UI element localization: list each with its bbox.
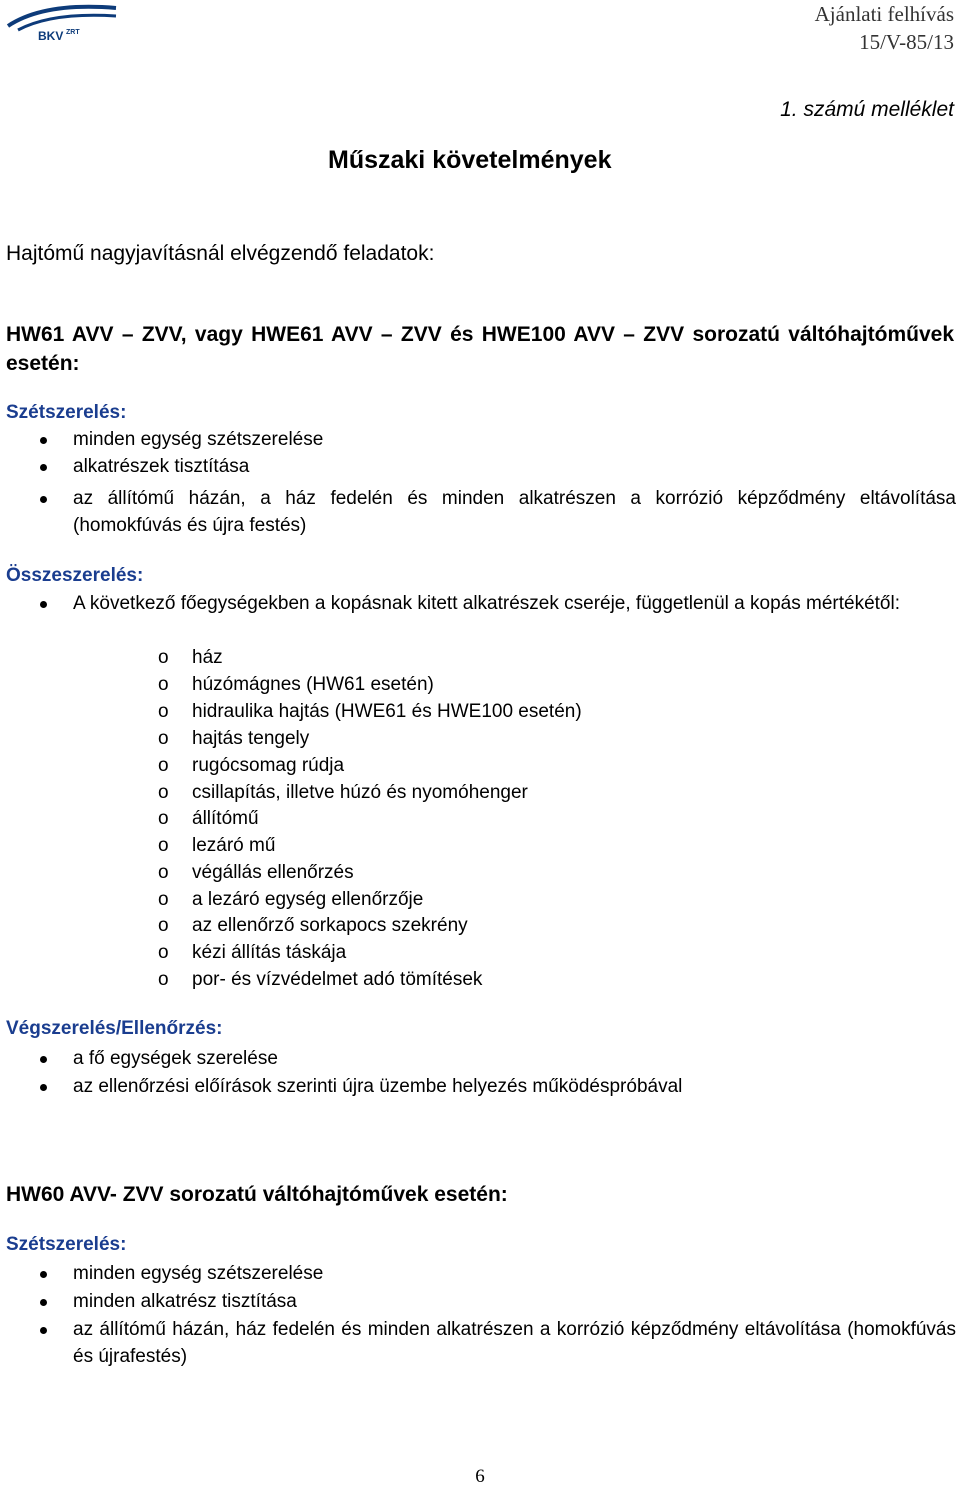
sub-list-item: o végállás ellenőrzés bbox=[158, 862, 354, 883]
annex-label: 1. számú melléklet bbox=[780, 98, 954, 121]
section1-final-label: Végszerelés/Ellenőrzés: bbox=[6, 1018, 223, 1039]
sub-list-item: o hajtás tengely bbox=[158, 728, 310, 749]
section1-assembly-label: Összeszerelés: bbox=[6, 565, 144, 586]
section1-heading: HW61 AVV – ZVV, vagy HWE61 AVV – ZVV és HWE100 AVV – ZVV sorozatú váltóhajtóművek esetén: bbox=[6, 323, 954, 375]
sub-list-item: o rugócsomag rúdja bbox=[158, 755, 345, 776]
list-item: az állítómű házán, ház fedelén és minden alkatrészen a korrózió képződmény eltávolítása (homokfúvás és újrafestés) bbox=[40, 1316, 956, 1370]
list-item: az állítómű házán, a ház fedelén és minden alkatrészen a korrózió képződmény eltávolítása (homokfúvás és újra festés) bbox=[40, 485, 956, 539]
sub-list-item: o kézi állítás táskája bbox=[158, 942, 347, 963]
sub-list-item: o hidraulika hajtás (HWE61 és HWE100 esetén) bbox=[158, 701, 582, 722]
bullet-icon bbox=[40, 437, 47, 444]
list-item: A következő főegységekben a kopásnak kitett alkatrészek cseréje, függetlenül a kopás mértékétől: bbox=[40, 590, 956, 617]
sub-list-item: o húzómágnes (HW61 esetén) bbox=[158, 674, 434, 695]
page-title: Műszaki követelmények bbox=[328, 146, 612, 174]
sub-list-item: o ház bbox=[158, 647, 223, 668]
list-item: az ellenőrzési előírások szerinti újra üzembe helyezés működéspróbával bbox=[40, 1073, 956, 1100]
sub-list-item: o a lezáró egység ellenőrzője bbox=[158, 889, 424, 910]
bullet-icon bbox=[40, 601, 47, 608]
sub-list-item: o az ellenőrző sorkapocs szekrény bbox=[158, 915, 468, 936]
document-header bbox=[815, 0, 954, 56]
bullet-icon bbox=[40, 1056, 47, 1063]
sub-list-item: o állítómű bbox=[158, 808, 259, 829]
bullet-icon bbox=[40, 464, 47, 471]
sub-list-item: o csillapítás, illetve húzó és nyomóhenger bbox=[158, 782, 528, 803]
doc-type: Ajánlati felhívás bbox=[814, 2, 954, 26]
sub-list-item: o lezáró mű bbox=[158, 835, 276, 856]
section2-disassembly-label: Szétszerelés: bbox=[6, 1234, 127, 1255]
list-item: minden alkatrész tisztítása bbox=[40, 1288, 956, 1315]
page-number: 6 bbox=[475, 1466, 485, 1487]
bullet-icon bbox=[40, 496, 47, 503]
list-item: minden egység szétszerelése bbox=[40, 426, 956, 453]
list-item: alkatrészek tisztítása bbox=[40, 453, 956, 480]
list-item: a fő egységek szerelése bbox=[40, 1045, 956, 1072]
intro-text: Hajtómű nagyjavításnál elvégzendő feladatok: bbox=[6, 242, 435, 265]
sub-list-item: o por- és vízvédelmet adó tömítések bbox=[158, 969, 483, 990]
svg-text:ZRT: ZRT bbox=[66, 29, 80, 36]
list-item: minden egység szétszerelése bbox=[40, 1260, 956, 1287]
bullet-icon bbox=[40, 1084, 47, 1091]
section1-disassembly-label: Szétszerelés: bbox=[6, 402, 127, 423]
doc-number: 15/V-85/13 bbox=[859, 30, 954, 54]
section2-heading: HW60 AVV- ZVV sorozatú váltóhajtóművek esetén: bbox=[6, 1183, 508, 1206]
bullet-icon bbox=[40, 1327, 47, 1334]
bullet-icon bbox=[40, 1271, 47, 1278]
bullet-icon bbox=[40, 1299, 47, 1306]
bkv-logo bbox=[4, 0, 120, 42]
svg-text:BKV: BKV bbox=[38, 29, 64, 42]
